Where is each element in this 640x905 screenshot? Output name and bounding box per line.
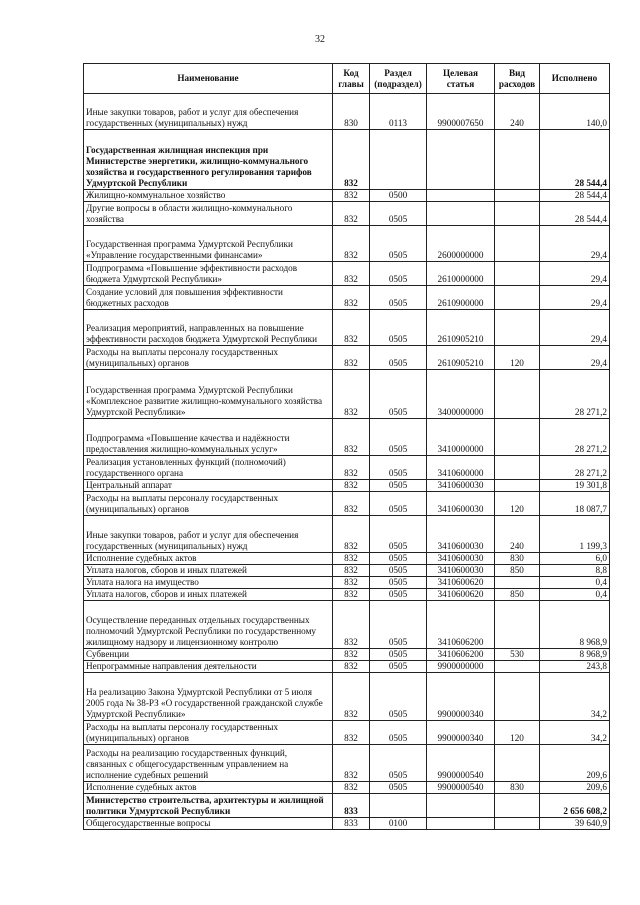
row-target-item: 3410600620 [427, 589, 495, 601]
row-name: На реализацию Закона Удмуртской Республики от 5 июля 2005 года № 38-РЗ «О государственной гражданской службе Удмуртской Республики» [84, 673, 333, 721]
row-executed: 243,8 [540, 661, 610, 673]
row-executed: 28 544,4 [540, 190, 610, 202]
row-expense-type [495, 286, 540, 310]
row-section: 0505 [370, 202, 427, 226]
row-executed: 28 544,4 [540, 130, 610, 190]
row-name: Государственная программа Удмуртской Республики «Управление государственными финансами» [84, 226, 333, 262]
table-row [84, 577, 610, 589]
row-expense-type: 120 [495, 721, 540, 745]
row-target-item: 2610905210 [427, 310, 495, 346]
row-code: 832 [333, 565, 370, 577]
row-executed: 209,6 [540, 745, 610, 782]
row-name: Уплата налога на имущество [84, 577, 333, 589]
page-number: 32 [315, 34, 325, 45]
row-executed: 140,0 [540, 94, 610, 130]
row-section: 0500 [370, 190, 427, 202]
row-section: 0113 [370, 94, 427, 130]
row-section: 0505 [370, 649, 427, 661]
row-code: 832 [333, 553, 370, 565]
row-executed: 29,4 [540, 286, 610, 310]
row-name: Общегосударственные вопросы [84, 818, 333, 830]
row-section: 0505 [370, 661, 427, 673]
row-target-item: 2600000000 [427, 226, 495, 262]
row-expense-type [495, 202, 540, 226]
table-row [84, 673, 610, 721]
row-code: 832 [333, 577, 370, 589]
row-expense-type [495, 130, 540, 190]
row-executed: 0,4 [540, 589, 610, 601]
row-code: 832 [333, 492, 370, 516]
row-code: 833 [333, 818, 370, 830]
row-target-item: 9900000340 [427, 673, 495, 721]
row-executed: 34,2 [540, 673, 610, 721]
table-row [84, 226, 610, 262]
table-row [84, 794, 610, 818]
row-name: Исполнение судебных актов [84, 782, 333, 794]
row-expense-type: 850 [495, 565, 540, 577]
row-code: 832 [333, 456, 370, 480]
row-name: Жилищно-коммунальное хозяйство [84, 190, 333, 202]
row-target-item: 3410606200 [427, 601, 495, 649]
header-code: Код главы [333, 64, 370, 94]
row-name: Осуществление переданных отдельных государственных полномочий Удмуртской Республики по государственному жилищному надзору и лицензионному контролю [84, 601, 333, 649]
row-expense-type: 830 [495, 553, 540, 565]
table-row [84, 745, 610, 782]
row-expense-type [495, 818, 540, 830]
header-target-item: Целевая статья [427, 64, 495, 94]
row-executed: 2 656 608,2 [540, 794, 610, 818]
row-expense-type [495, 419, 540, 456]
row-code: 832 [333, 516, 370, 553]
row-code: 832 [333, 661, 370, 673]
row-expense-type [495, 370, 540, 419]
row-executed: 28 271,2 [540, 419, 610, 456]
table-row [84, 346, 610, 370]
row-name: Исполнение судебных актов [84, 553, 333, 565]
row-name: Уплата налогов, сборов и иных платежей [84, 589, 333, 601]
row-expense-type [495, 745, 540, 782]
row-section: 0505 [370, 516, 427, 553]
row-section: 0505 [370, 577, 427, 589]
row-code: 833 [333, 794, 370, 818]
row-section [370, 794, 427, 818]
row-code: 832 [333, 202, 370, 226]
row-expense-type: 120 [495, 346, 540, 370]
row-target-item: 9900000540 [427, 745, 495, 782]
row-expense-type [495, 661, 540, 673]
row-executed: 0,4 [540, 577, 610, 589]
row-target-item: 3410600620 [427, 577, 495, 589]
row-target-item [427, 794, 495, 818]
row-name: Реализация мероприятий, направленных на повышение эффективности расходов бюджета Удмуртской Республики [84, 310, 333, 346]
row-name: Создание условий для повышения эффективности бюджетных расходов [84, 286, 333, 310]
table-row [84, 601, 610, 649]
row-section: 0505 [370, 370, 427, 419]
row-target-item: 3400000000 [427, 370, 495, 419]
table-row [84, 310, 610, 346]
row-code: 832 [333, 346, 370, 370]
table-row [84, 130, 610, 190]
row-target-item: 9900000000 [427, 661, 495, 673]
table-row [84, 262, 610, 286]
row-name: Подпрограмма «Повышение качества и надёжности предоставления жилищно-коммунальных услуг» [84, 419, 333, 456]
header-section: Раздел (подраздел) [370, 64, 427, 94]
row-section: 0505 [370, 419, 427, 456]
table-row [84, 286, 610, 310]
row-expense-type [495, 310, 540, 346]
row-target-item: 3410600030 [427, 553, 495, 565]
row-target-item: 9900000340 [427, 721, 495, 745]
row-name: Государственная жилищная инспекция при Министерстве энергетики, жилищно-коммунального хозяйства и государственного регулирования тарифов Удмуртской Республики [84, 130, 333, 190]
row-executed: 19 301,8 [540, 480, 610, 492]
row-section: 0505 [370, 456, 427, 480]
row-executed: 28 544,4 [540, 202, 610, 226]
row-executed: 6,0 [540, 553, 610, 565]
row-code: 832 [333, 310, 370, 346]
row-code: 832 [333, 589, 370, 601]
row-target-item: 2610905210 [427, 346, 495, 370]
row-target-item: 3410600030 [427, 516, 495, 553]
row-expense-type [495, 456, 540, 480]
row-code: 830 [333, 94, 370, 130]
row-expense-type: 850 [495, 589, 540, 601]
row-target-item: 3410600000 [427, 456, 495, 480]
row-expense-type [495, 480, 540, 492]
row-target-item [427, 130, 495, 190]
row-section [370, 130, 427, 190]
row-code: 832 [333, 721, 370, 745]
row-section: 0505 [370, 601, 427, 649]
row-code: 832 [333, 370, 370, 419]
row-executed: 39 640,9 [540, 818, 610, 830]
row-section: 0505 [370, 480, 427, 492]
row-target-item: 2610900000 [427, 286, 495, 310]
table-row [84, 94, 610, 130]
row-executed: 28 271,2 [540, 456, 610, 480]
row-code: 832 [333, 782, 370, 794]
row-section: 0505 [370, 782, 427, 794]
row-target-item [427, 190, 495, 202]
row-section: 0505 [370, 262, 427, 286]
row-target-item: 3410600030 [427, 492, 495, 516]
row-code: 832 [333, 286, 370, 310]
row-executed: 29,4 [540, 262, 610, 286]
row-name: Иные закупки товаров, работ и услуг для обеспечения государственных (муниципальных) нужд [84, 94, 333, 130]
row-expense-type [495, 577, 540, 589]
row-section: 0505 [370, 589, 427, 601]
row-name: Иные закупки товаров, работ и услуг для обеспечения государственных (муниципальных) нужд [84, 516, 333, 553]
table-row [84, 553, 610, 565]
row-name: Субвенции [84, 649, 333, 661]
row-section: 0505 [370, 745, 427, 782]
row-name: Расходы на реализацию государственных функций, связанных с общегосударственным управлением на исполнение судебных решений [84, 745, 333, 782]
row-executed: 28 271,2 [540, 370, 610, 419]
row-expense-type: 240 [495, 94, 540, 130]
row-code: 832 [333, 601, 370, 649]
row-expense-type [495, 226, 540, 262]
header-name: Наименование [84, 64, 333, 94]
row-executed: 209,6 [540, 782, 610, 794]
row-target-item [427, 818, 495, 830]
row-section: 0505 [370, 721, 427, 745]
table-row [84, 456, 610, 480]
row-section: 0505 [370, 553, 427, 565]
row-section: 0505 [370, 492, 427, 516]
row-executed: 1 199,3 [540, 516, 610, 553]
table-row [84, 516, 610, 553]
row-section: 0505 [370, 565, 427, 577]
row-name: Подпрограмма «Повышение эффективности расходов бюджета Удмуртской Республики» [84, 262, 333, 286]
row-section: 0505 [370, 673, 427, 721]
table-row [84, 419, 610, 456]
row-code: 832 [333, 649, 370, 661]
table-row [84, 480, 610, 492]
row-section: 0505 [370, 346, 427, 370]
table-row [84, 589, 610, 601]
table-row [84, 649, 610, 661]
table-row [84, 818, 610, 830]
row-name: Расходы на выплаты персоналу государственных (муниципальных) органов [84, 721, 333, 745]
row-section: 0100 [370, 818, 427, 830]
row-expense-type [495, 262, 540, 286]
row-expense-type: 530 [495, 649, 540, 661]
row-executed: 8 968,9 [540, 601, 610, 649]
row-code: 832 [333, 419, 370, 456]
row-name: Расходы на выплаты персоналу государственных (муниципальных) органов [84, 492, 333, 516]
row-code: 832 [333, 480, 370, 492]
row-expense-type: 240 [495, 516, 540, 553]
row-executed: 29,4 [540, 226, 610, 262]
header-executed: Исполнено [540, 64, 610, 94]
row-name: Центральный аппарат [84, 480, 333, 492]
row-section: 0505 [370, 226, 427, 262]
row-target-item: 9900007650 [427, 94, 495, 130]
row-executed: 29,4 [540, 310, 610, 346]
row-code: 832 [333, 190, 370, 202]
row-target-item: 9900000540 [427, 782, 495, 794]
row-target-item: 3410600030 [427, 565, 495, 577]
row-expense-type [495, 794, 540, 818]
row-section: 0505 [370, 310, 427, 346]
row-expense-type [495, 190, 540, 202]
row-target-item: 3410606200 [427, 649, 495, 661]
table-row [84, 661, 610, 673]
row-target-item: 3410600030 [427, 480, 495, 492]
row-executed: 8 968,9 [540, 649, 610, 661]
row-name: Реализация установленных функций (полномочий) государственного органа [84, 456, 333, 480]
table-row [84, 565, 610, 577]
row-code: 832 [333, 130, 370, 190]
table-row [84, 721, 610, 745]
row-expense-type: 830 [495, 782, 540, 794]
row-executed: 29,4 [540, 346, 610, 370]
row-name: Уплата налогов, сборов и иных платежей [84, 565, 333, 577]
row-name: Расходы на выплаты персоналу государственных (муниципальных) органов [84, 346, 333, 370]
row-code: 832 [333, 745, 370, 782]
row-expense-type: 120 [495, 492, 540, 516]
row-name: Другие вопросы в области жилищно-коммунального хозяйства [84, 202, 333, 226]
row-section: 0505 [370, 286, 427, 310]
row-target-item [427, 202, 495, 226]
table-row [84, 190, 610, 202]
table-row [84, 782, 610, 794]
table-row [84, 492, 610, 516]
row-name: Непрограммные направления деятельности [84, 661, 333, 673]
row-expense-type [495, 601, 540, 649]
table-row [84, 202, 610, 226]
header-expense-type: Вид расходов [495, 64, 540, 94]
row-name: Министерство строительства, архитектуры и жилищной политики Удмуртской Республики [84, 794, 333, 818]
row-code: 832 [333, 262, 370, 286]
row-executed: 34,2 [540, 721, 610, 745]
row-executed: 18 087,7 [540, 492, 610, 516]
row-code: 832 [333, 226, 370, 262]
row-target-item: 3410000000 [427, 419, 495, 456]
table-body [84, 94, 610, 830]
row-code: 832 [333, 673, 370, 721]
table-row [84, 370, 610, 419]
budget-table [83, 63, 610, 830]
row-executed: 8,8 [540, 565, 610, 577]
row-name: Государственная программа Удмуртской Республики «Комплексное развитие жилищно-коммунального хозяйства Удмуртской Республики» [84, 370, 333, 419]
row-expense-type [495, 673, 540, 721]
table-header-row [84, 64, 610, 94]
row-target-item: 2610000000 [427, 262, 495, 286]
